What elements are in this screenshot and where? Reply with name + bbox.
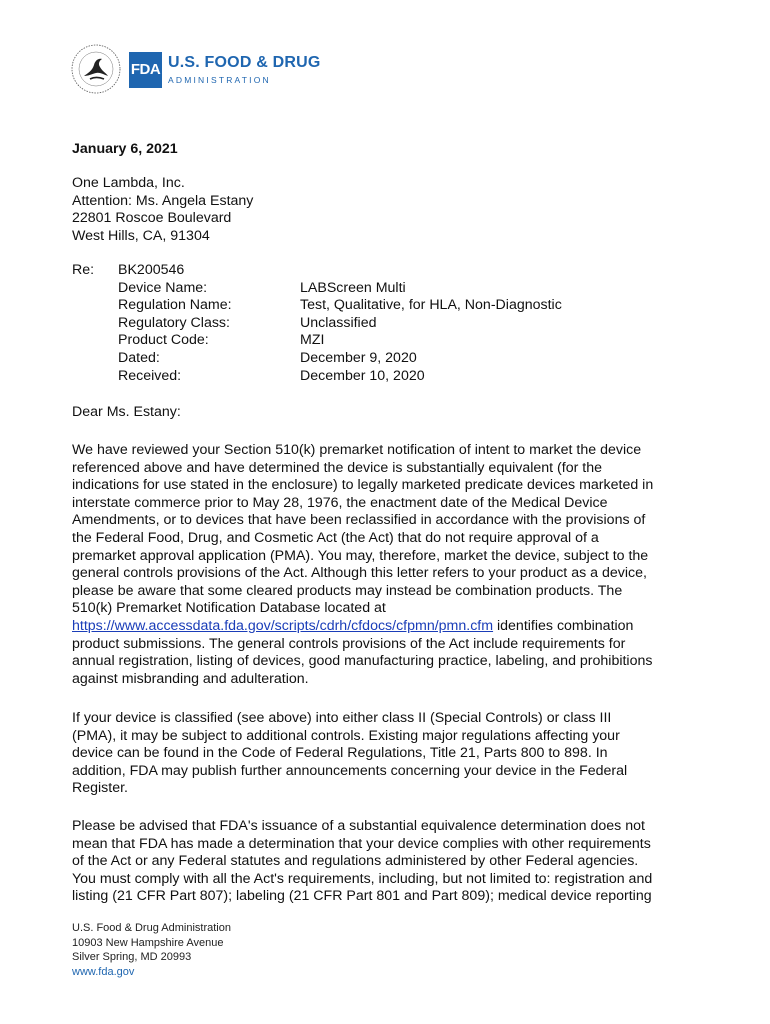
re-field-value: LABScreen Multi [300,279,406,296]
agency-line-2: ADMINISTRATION [168,75,271,85]
text-line: Please be advised that FDA's issuance of a substantial equivalence determination does not [72,818,645,834]
agency-line-1: U.S. FOOD & DRUG [168,54,321,71]
text-line: please be aware that some cleared products may instead be combination products. The [72,582,623,599]
address-line: 22801 Roscoe Boulevard [72,210,232,227]
text-line: interstate commerce prior to May 28, 1976, the enactment date of the Medical Device [72,494,608,511]
text-line: mean that FDA has made a determination that your device complies with other requirements [72,835,651,852]
agency-name [168,54,321,85]
pmn-database-link[interactable]: https://www.accessdata.fda.gov/scripts/cdrh/cfdocs/cfpmn/pmn.cfm [72,617,494,634]
text-line: listing (21 CFR Part 807); labeling (21 CFR Part 801 and Part 809); medical device reporting [72,888,652,905]
text-line: We have reviewed your Section 510(k) premarket notification of intent to market the device [72,442,642,458]
text-line: You must comply with all the Act's requirements, including, but not limited to: registration and [72,870,653,887]
address-line: One Lambda, Inc. [72,175,185,191]
re-label: Re: [72,262,95,278]
text-line: If your device is classified (see above) into either class II (Special Controls) or class III [72,710,612,726]
re-field-label: Regulation Name: [118,297,232,314]
link-trailing-text: identifies combination [493,617,634,634]
text-line-with-link [72,618,712,636]
text-line: 510(k) Premarket Notification Database located at [72,600,386,617]
reference-block [72,262,712,385]
text-line: Amendments, or to devices that have been reclassified in accordance with the provisions of [72,512,646,529]
text-line: indications for use stated in the enclosure) to legally marketed predicate devices marketed in [72,477,654,494]
re-field-label: Device Name: [118,279,208,296]
footer-line: 10903 New Hampshire Avenue [72,936,224,949]
hhs-seal-icon [70,43,122,95]
text-line: device can be found in the Code of Federal Regulations, Title 21, Parts 800 to 898. In [72,745,608,762]
footer-line: U.S. Food & Drug Administration [72,922,231,934]
paragraph-1 [72,442,712,688]
footer-address [72,921,231,979]
re-field-value: December 9, 2020 [300,349,417,366]
re-field-value: December 10, 2020 [300,367,425,384]
re-field-value: Unclassified [300,314,377,331]
address-line: Attention: Ms. Angela Estany [72,192,254,209]
re-field-label: Product Code: [118,332,209,349]
re-field-label: Regulatory Class: [118,314,230,331]
text-line: addition, FDA may publish further announcements concerning your device in the Federal [72,762,628,779]
text-line: (PMA), it may be subject to additional controls. Existing major regulations affecting your [72,727,620,744]
text-line: Register. [72,780,128,797]
text-line: referenced above and have determined the device is substantially equivalent (for the [72,459,602,476]
re-field-value: MZI [300,332,325,349]
salutation: Dear Ms. Estany: [72,404,181,420]
text-line: of the Act or any Federal statutes and regulations administered by other Federal agencies. [72,853,639,870]
letter-date: January 6, 2021 [72,141,178,157]
address-line: West Hills, CA, 91304 [72,227,210,244]
text-line: product submissions. The general controls provisions of the Act include requirements for [72,635,626,652]
text-line: general controls provisions of the Act. Although this letter refers to your product as a device, [72,565,647,582]
text-line: annual registration, listing of devices, good manufacturing practice, labeling, and prohibitions [72,653,653,670]
re-field-label: BK200546 [118,262,185,278]
text-line: against misbranding and adulteration. [72,670,309,687]
footer-line: Silver Spring, MD 20993 [72,951,192,963]
paragraph-3 [72,818,712,906]
footer-website-link[interactable]: www.fda.gov [72,965,135,978]
text-line: premarket approval application (PMA). You may, therefore, market the device, subject to the [72,547,649,564]
text-line: the Federal Food, Drug, and Cosmetic Act (the Act) that do not require approval of a [72,529,599,546]
re-field-label: Dated: [118,349,160,366]
re-field-label: Received: [118,367,182,384]
fda-logo: FDA [129,52,162,88]
re-field-value [300,262,712,280]
re-field-value: Test, Qualitative, for HLA, Non-Diagnostic [300,297,562,314]
recipient-address [72,175,253,245]
paragraph-2 [72,710,712,798]
